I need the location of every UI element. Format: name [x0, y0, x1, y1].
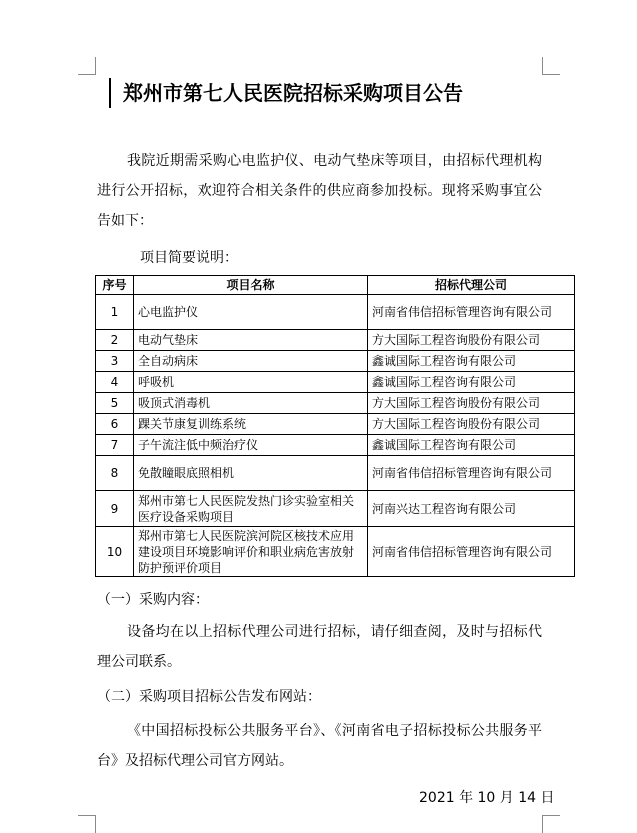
crop-mark-bottom-left-h	[78, 815, 96, 816]
table-row	[96, 330, 575, 351]
crop-mark-top-right-h	[542, 74, 560, 75]
header-no[interactable]: 序号	[96, 276, 134, 295]
table-row	[96, 435, 575, 456]
intro-paragraph[interactable]: 我院近期需采购心电监护仪、电动气垫床等项目，由招标代理机构进行公开招标，欢迎符合相关条件的供应商参加投标。现将采购事宜公告如下：	[97, 153, 542, 229]
row-agency[interactable]: 河南省伟信招标管理咨询有限公司	[368, 456, 575, 491]
row-agency[interactable]: 河南省伟信招标管理咨询有限公司	[368, 527, 575, 577]
row-agency[interactable]: 鑫诚国际工程咨询有限公司	[368, 351, 575, 372]
row-project-name[interactable]: 心电监护仪	[134, 295, 368, 330]
row-project-name[interactable]: 全自动病床	[134, 351, 368, 372]
table-row	[96, 491, 575, 527]
crop-mark-top-left-v	[95, 57, 96, 75]
section2-heading[interactable]: （二）采购项目招标公告发布网站：	[97, 689, 321, 705]
row-agency[interactable]: 鑫诚国际工程咨询有限公司	[368, 372, 575, 393]
text-cursor	[109, 78, 111, 108]
row-no[interactable]: 3	[96, 351, 134, 372]
header-project-name[interactable]: 项目名称	[134, 276, 368, 295]
row-project-name[interactable]: 免散瞳眼底照相机	[134, 456, 368, 491]
row-project-name[interactable]: 郑州市第七人民医院滨河院区核技术应用建设项目环境影响评价和职业病危害放射防护预评价项目	[134, 527, 368, 577]
row-agency[interactable]: 方大国际工程咨询股份有限公司	[368, 330, 575, 351]
row-agency[interactable]: 河南省伟信招标管理咨询有限公司	[368, 295, 575, 330]
row-no[interactable]: 10	[96, 527, 134, 577]
table-row	[96, 393, 575, 414]
row-no[interactable]: 6	[96, 414, 134, 435]
section1-body[interactable]: 设备均在以上招标代理公司进行招标，请仔细查阅，及时与招标代理公司联系。	[97, 624, 542, 670]
row-agency[interactable]: 方大国际工程咨询股份有限公司	[368, 393, 575, 414]
row-agency[interactable]: 鑫诚国际工程咨询有限公司	[368, 435, 575, 456]
table-row	[96, 295, 575, 330]
row-project-name[interactable]: 电动气垫床	[134, 330, 368, 351]
row-no[interactable]: 5	[96, 393, 134, 414]
document-title[interactable]: 郑州市第七人民医院招标采购项目公告	[123, 81, 463, 105]
row-agency[interactable]: 河南兴达工程咨询有限公司	[368, 491, 575, 527]
table-header-row	[96, 276, 575, 295]
row-project-name[interactable]: 踝关节康复训练系统	[134, 414, 368, 435]
table-row	[96, 351, 575, 372]
section1-heading[interactable]: （一）采购内容：	[97, 592, 209, 608]
row-no[interactable]: 8	[96, 456, 134, 491]
crop-mark-bottom-left-v	[95, 815, 96, 833]
crop-mark-top-right-v	[542, 57, 543, 75]
announcement-date[interactable]: 2021 年 10 月 14 日	[419, 790, 555, 806]
crop-mark-bottom-right-v	[542, 815, 543, 833]
table-row	[96, 527, 575, 577]
header-agency[interactable]: 招标代理公司	[368, 276, 575, 295]
row-no[interactable]: 1	[96, 295, 134, 330]
table-row	[96, 414, 575, 435]
crop-mark-top-left-h	[78, 74, 96, 75]
row-project-name[interactable]: 呼吸机	[134, 372, 368, 393]
row-no[interactable]: 4	[96, 372, 134, 393]
table-row	[96, 372, 575, 393]
row-project-name[interactable]: 吸顶式消毒机	[134, 393, 368, 414]
row-no[interactable]: 9	[96, 491, 134, 527]
row-no[interactable]: 7	[96, 435, 134, 456]
row-project-name[interactable]: 子午流注低中频治疗仪	[134, 435, 368, 456]
row-project-name[interactable]: 郑州市第七人民医院发热门诊实验室相关医疗设备采购项目	[134, 491, 368, 527]
project-table	[95, 275, 575, 577]
summary-label[interactable]: 项目简要说明：	[140, 250, 238, 266]
section2-body[interactable]: 《中国招标投标公共服务平台》、《河南省电子招标投标公共服务平台》及招标代理公司官方网站。	[97, 723, 542, 769]
crop-mark-bottom-right-h	[542, 815, 560, 816]
table-row	[96, 456, 575, 491]
row-agency[interactable]: 方大国际工程咨询股份有限公司	[368, 414, 575, 435]
row-no[interactable]: 2	[96, 330, 134, 351]
